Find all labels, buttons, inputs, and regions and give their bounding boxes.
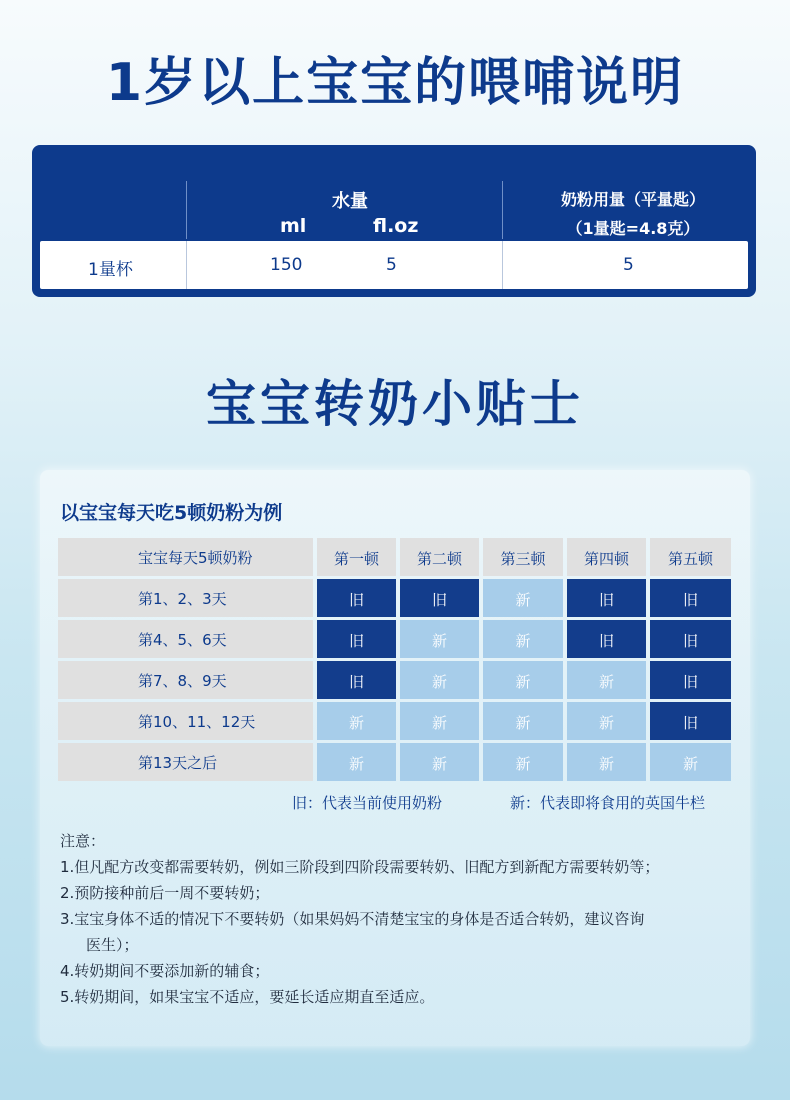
page-title: 1岁以上宝宝的喂哺说明 xyxy=(105,53,685,113)
column-divider xyxy=(186,241,187,289)
corner-header: 宝宝每天5顿奶粉 xyxy=(58,538,313,576)
legend-new: 新：代表即将食用的英国牛栏 xyxy=(510,794,706,812)
note-item: 5.转奶期间，如果宝宝不适应，要延长适应期直至适应。 xyxy=(60,988,435,1006)
feeding-table-row xyxy=(40,241,748,289)
schedule-cell: 新 xyxy=(483,620,563,658)
schedule-cell: 新 xyxy=(400,702,479,740)
schedule-cell: 旧 xyxy=(650,661,731,699)
schedule-row-label: 第1、2、3天 xyxy=(58,579,313,617)
transition-card xyxy=(40,470,750,1046)
schedule-cell: 新 xyxy=(400,743,479,781)
schedule-row-label: 第4、5、6天 xyxy=(58,620,313,658)
note-item: 3.宝宝身体不适的情况下不要转奶（如果妈妈不清楚宝宝的身体是否适合转奶，建议咨询 xyxy=(60,910,645,928)
schedule-row-label: 第7、8、9天 xyxy=(58,661,313,699)
feeding-table xyxy=(32,145,756,297)
notes-section xyxy=(60,828,740,1010)
schedule-cell: 旧 xyxy=(650,620,731,658)
schedule-row xyxy=(58,579,731,617)
schedule-cell: 新 xyxy=(567,743,646,781)
schedule-cell: 新 xyxy=(483,661,563,699)
note-item: 2.预防接种前后一周不要转奶； xyxy=(60,884,270,902)
schedule-cell: 新 xyxy=(650,743,731,781)
scoop-header: （1量匙=4.8克） xyxy=(566,219,700,238)
transition-heading: 以宝宝每天吃5顿奶粉为例 xyxy=(60,502,283,524)
column-divider xyxy=(186,181,187,239)
ml-header: ml xyxy=(280,215,307,237)
schedule-cell: 新 xyxy=(483,702,563,740)
column-divider xyxy=(502,241,503,289)
schedule-cell: 旧 xyxy=(567,620,646,658)
schedule-cell: 旧 xyxy=(650,579,731,617)
schedule-cell: 新 xyxy=(567,702,646,740)
meal-header: 第二顿 xyxy=(400,538,479,576)
row-label: 1量杯 xyxy=(88,260,133,280)
feeding-table-header xyxy=(40,145,748,241)
schedule-cell: 新 xyxy=(317,743,396,781)
meal-header: 第三顿 xyxy=(483,538,563,576)
meal-header: 第五顿 xyxy=(650,538,731,576)
schedule-cell: 旧 xyxy=(317,579,396,617)
schedule-cell: 新 xyxy=(317,702,396,740)
meal-header: 第一顿 xyxy=(317,538,396,576)
water-header: 水量 xyxy=(332,191,368,212)
schedule-row xyxy=(58,661,731,699)
meal-header: 第四顿 xyxy=(567,538,646,576)
legend-old: 旧：代表当前使用奶粉 xyxy=(292,794,443,812)
schedule-cell: 旧 xyxy=(567,579,646,617)
schedule-row xyxy=(58,743,731,781)
scoop-value: 5 xyxy=(623,255,634,275)
schedule-row xyxy=(58,620,731,658)
note-item: 1.但凡配方改变都需要转奶，例如三阶段到四阶段需要转奶、旧配方到新配方需要转奶等； xyxy=(60,858,660,876)
schedule-cell: 旧 xyxy=(650,702,731,740)
schedule-cell: 新 xyxy=(483,743,563,781)
floz-header: fl.oz xyxy=(373,215,419,237)
floz-value: 5 xyxy=(386,255,397,275)
schedule-cell: 旧 xyxy=(317,661,396,699)
note-item: 4.转奶期间不要添加新的辅食； xyxy=(60,962,270,980)
schedule-cell: 新 xyxy=(567,661,646,699)
schedule-header-row xyxy=(58,538,731,576)
schedule-row-label: 第10、11、12天 xyxy=(58,702,313,740)
schedule-row xyxy=(58,702,731,740)
notes-title: 注意： xyxy=(60,832,106,850)
ml-value: 150 xyxy=(270,255,303,275)
schedule-cell: 新 xyxy=(400,661,479,699)
powder-header: 奶粉用量（平量匙） xyxy=(560,190,705,209)
schedule-cell: 旧 xyxy=(400,579,479,617)
schedule-row-label: 第13天之后 xyxy=(58,743,313,781)
schedule-cell: 新 xyxy=(483,579,563,617)
schedule-cell: 旧 xyxy=(317,620,396,658)
note-item-continuation: 医生）； xyxy=(86,936,139,954)
schedule-cell: 新 xyxy=(400,620,479,658)
section-title: 宝宝转奶小贴士 xyxy=(206,375,584,433)
